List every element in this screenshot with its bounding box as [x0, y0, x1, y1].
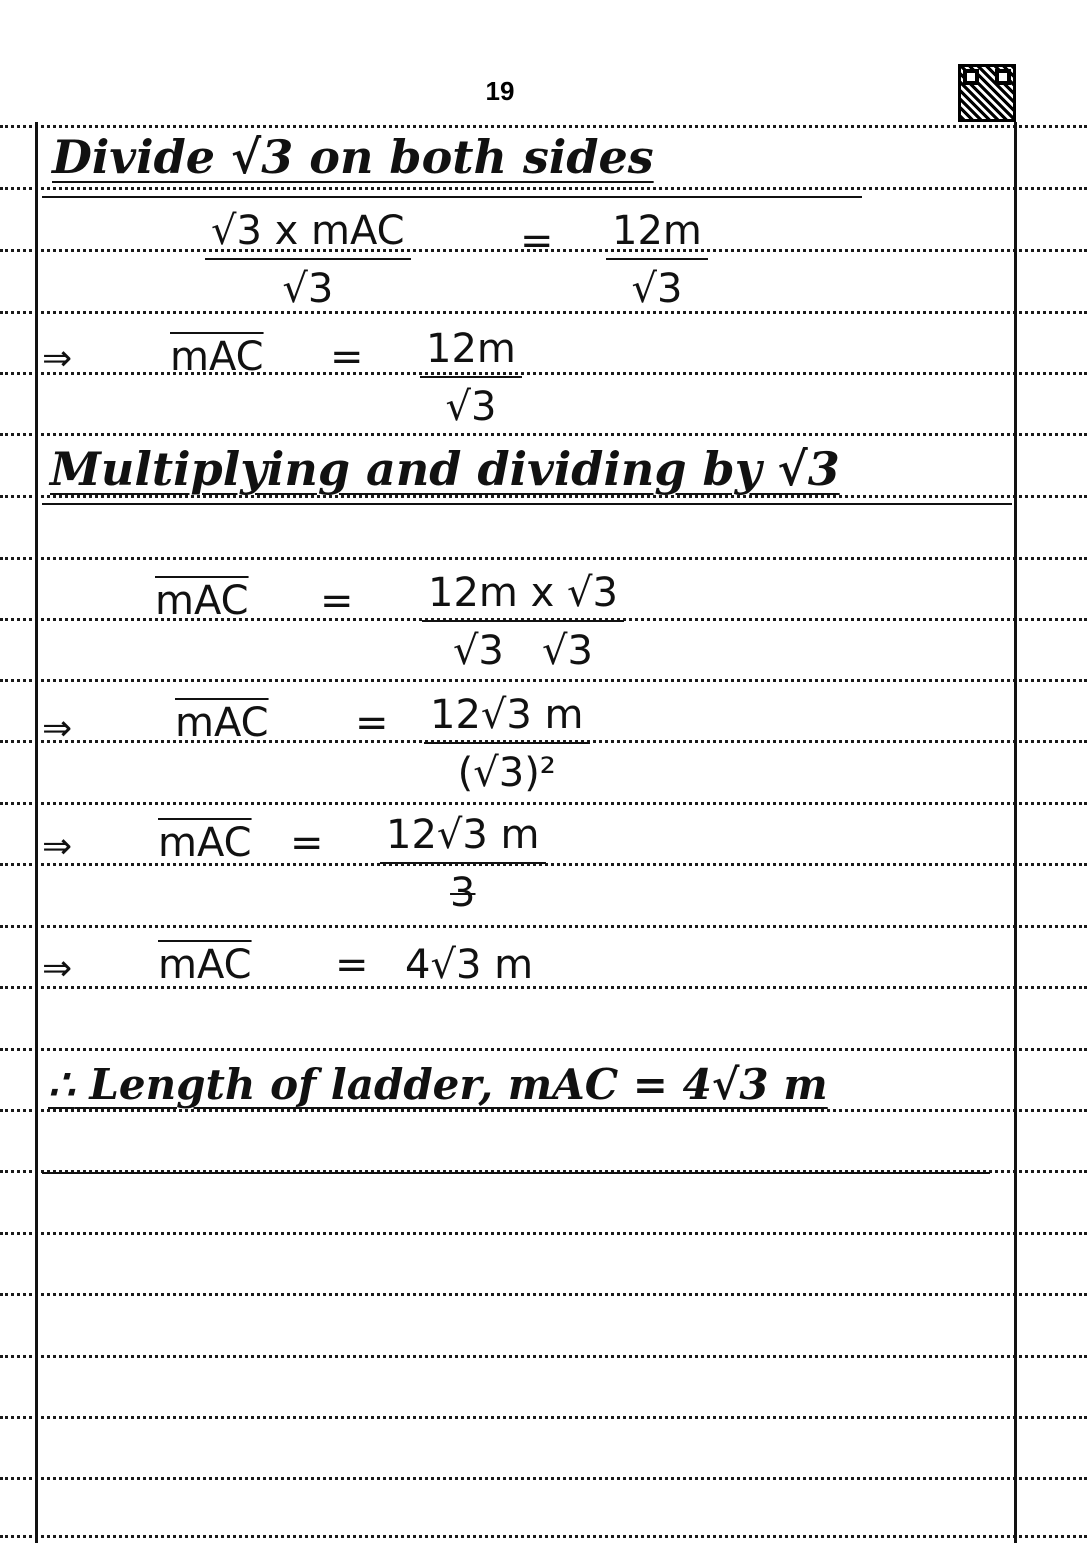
ruled-line: [0, 187, 1087, 190]
step4-lhs-text: $\overline{mAC}$: [175, 700, 269, 746]
step4-rhs-numerator: 12√3 m: [424, 692, 590, 744]
step1-lhs-fraction: [205, 208, 411, 312]
ruled-line: [0, 802, 1087, 805]
heading-multiply: Multiplying and dividing by √3: [50, 442, 840, 496]
step1-rhs-denominator: √3: [631, 266, 683, 312]
page-number: 19: [485, 76, 515, 106]
step4-lhs: [175, 700, 269, 746]
therefore-symbol: ∴: [48, 1060, 75, 1109]
step4-rhs-fraction: [424, 692, 590, 796]
ruled-line: [0, 925, 1087, 928]
step6-equals: =: [335, 942, 369, 988]
step1-lhs-denominator: √3: [282, 266, 334, 312]
conclusion-line: [48, 1060, 828, 1109]
ruled-line: [0, 372, 1087, 375]
ruled-line: [0, 1355, 1087, 1358]
step1-rhs-fraction: [606, 208, 708, 312]
conclusion-text: Length of ladder, mAC = 4√3 m: [89, 1060, 828, 1109]
step6-lhs-text: $\overline{mAC}$: [158, 942, 252, 988]
step5-lhs: [158, 820, 252, 866]
heading-divide-underline: [42, 196, 862, 198]
step2-lhs-text: $\overline{mAC}$: [170, 334, 264, 380]
step3-rhs-fraction: [422, 570, 624, 674]
ruled-line: [0, 1293, 1087, 1296]
step5-lhs-text: $\overline{mAC}$: [158, 820, 252, 866]
ruled-line: [0, 311, 1087, 314]
ruled-line: [0, 1048, 1087, 1051]
step5-equals: =: [290, 820, 324, 866]
step5-rhs-numerator: 12√3 m: [380, 812, 546, 864]
ruled-line: [0, 1416, 1087, 1419]
ruled-line: [0, 125, 1087, 128]
step6-lhs: [158, 942, 252, 988]
heading-multiply-underline: [42, 503, 1012, 505]
ruled-line: [0, 557, 1087, 560]
step1-rhs-numerator: 12m: [606, 208, 708, 260]
step2-rhs-fraction: [420, 326, 522, 430]
step3-equals: =: [320, 578, 354, 624]
step2-equals: =: [330, 334, 364, 380]
step4-equals: =: [355, 700, 389, 746]
step6-rhs: 4√3 m: [405, 942, 534, 988]
step4-implies-arrow: ⇒: [42, 708, 73, 749]
step3-rhs-numerator: 12m x √3: [422, 570, 624, 622]
step3-lhs: [155, 578, 249, 624]
ruled-line: [0, 433, 1087, 436]
ruled-line: [0, 1109, 1087, 1112]
step5-rhs-denominator: 3: [450, 870, 476, 916]
step2-rhs-denominator: √3: [445, 384, 497, 430]
ruled-line: [0, 1232, 1087, 1235]
step5-rhs-fraction: [380, 812, 546, 916]
ruled-line: [0, 1477, 1087, 1480]
left-margin-line: [35, 122, 38, 1543]
step2-lhs: [170, 334, 264, 380]
ruled-line: [0, 679, 1087, 682]
step2-implies-arrow: ⇒: [42, 338, 73, 379]
step3-lhs-text: $\overline{mAC}$: [155, 578, 249, 624]
heading-divide: Divide √3 on both sides: [52, 130, 654, 184]
step2-rhs-numerator: 12m: [420, 326, 522, 378]
step1-equals: =: [520, 218, 554, 264]
step5-implies-arrow: ⇒: [42, 826, 73, 867]
step4-rhs-denominator: (√3)²: [457, 750, 556, 796]
ruled-line: [0, 1535, 1087, 1538]
step6-implies-arrow: ⇒: [42, 948, 73, 989]
conclusion-underline: [42, 1172, 990, 1174]
step3-rhs-denominator: √3 √3: [452, 628, 593, 674]
qr-code-icon: [958, 64, 1016, 122]
right-margin-line: [1014, 122, 1017, 1543]
step1-lhs-numerator: √3 x mAC: [205, 208, 411, 260]
